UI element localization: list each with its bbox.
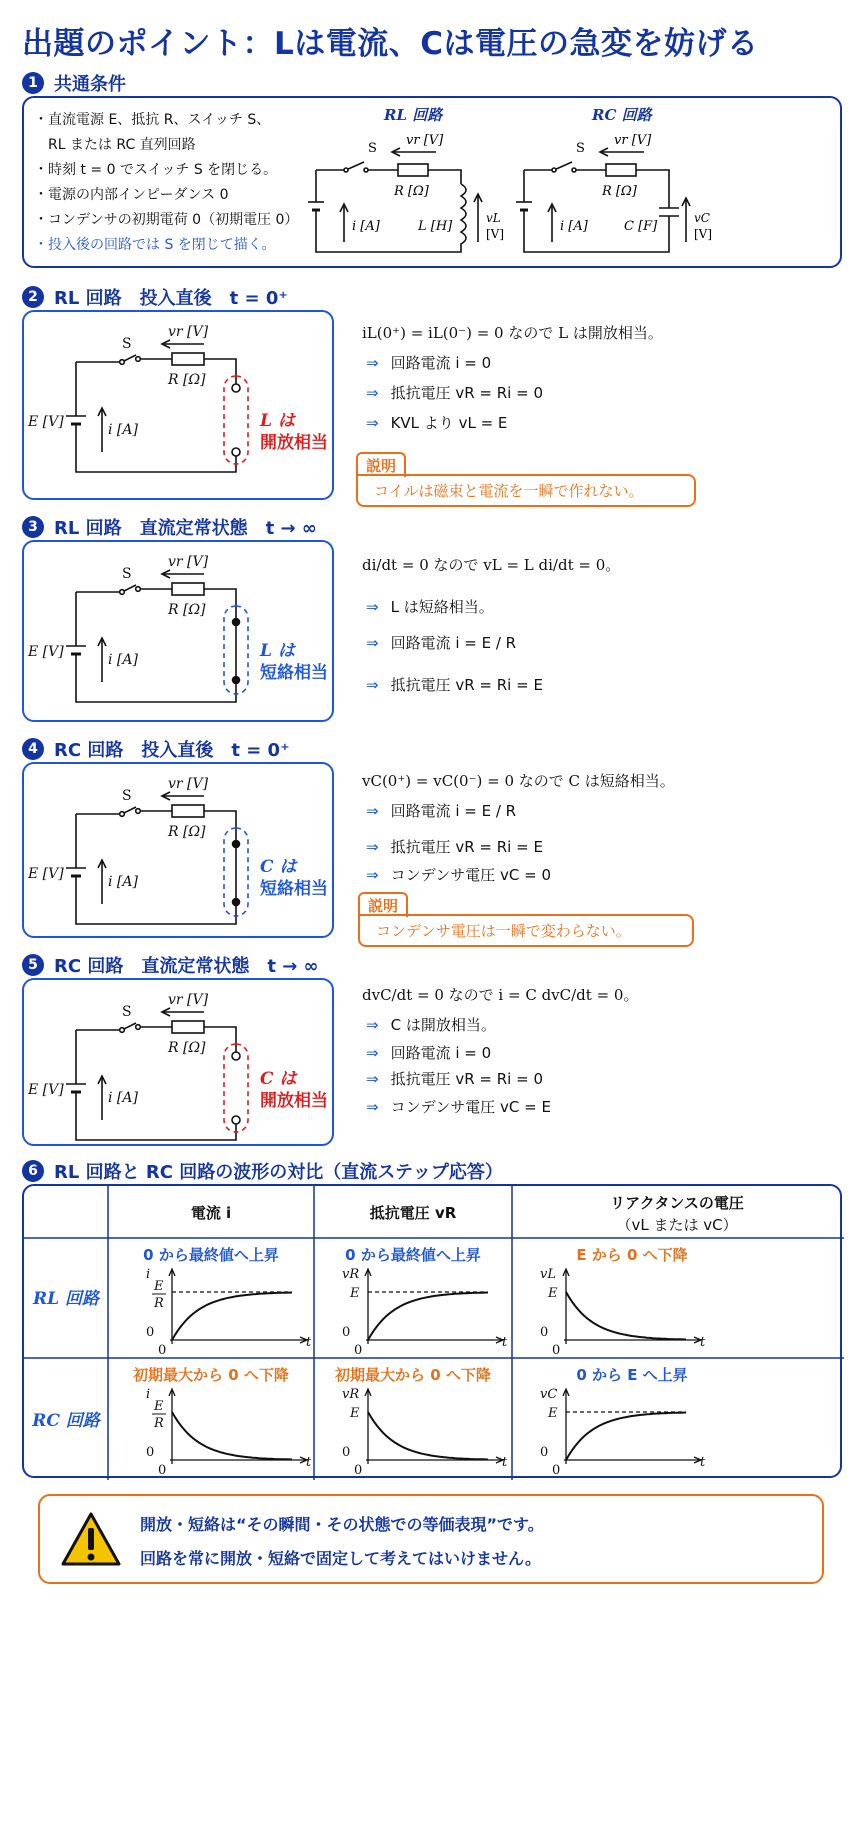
axes xyxy=(169,1389,307,1464)
zero-label: 0 xyxy=(146,1445,155,1460)
r-label: R [Ω] xyxy=(168,824,206,840)
rl-instant-eq-3: ⇒ KVL より vL = E xyxy=(366,414,508,432)
i-label: i [A] xyxy=(560,219,588,234)
x-axis-label: t xyxy=(306,1335,312,1350)
switch-contact xyxy=(136,1025,141,1030)
r-label: R [Ω] xyxy=(168,1040,206,1056)
equivalent-label: L は 短絡相当 xyxy=(260,641,328,683)
axes xyxy=(563,1389,701,1464)
i-label: i [A] xyxy=(352,219,380,234)
switch-contact xyxy=(136,357,141,362)
vr-label: vr [V] xyxy=(168,992,209,1008)
row-header-rc: RC 回路 xyxy=(32,1411,100,1431)
level-label: E xyxy=(154,1279,164,1294)
waveform-rl-vl xyxy=(522,1264,706,1358)
waveform-table xyxy=(22,1184,842,1478)
e-label: E [V] xyxy=(28,414,64,430)
x-axis-label: t xyxy=(700,1455,706,1470)
rl-instant-box xyxy=(22,310,334,500)
origin-label: 0 xyxy=(158,1343,167,1358)
origin-label: 0 xyxy=(354,1343,363,1358)
y-axis-label: vR xyxy=(342,1387,360,1402)
vr-label: vr [V] xyxy=(614,133,652,148)
origin-label: 0 xyxy=(552,1463,561,1478)
e-label: E [V] xyxy=(28,1082,64,1098)
warning-line-2: 回路を常に開放・短絡で固定して考えてはいけません。 xyxy=(140,1549,541,1568)
v-unit-label: [V] xyxy=(694,227,713,241)
section-1-heading: 1 共通条件 xyxy=(22,70,126,96)
short-node xyxy=(233,677,240,684)
circuit-wires xyxy=(66,1008,240,1140)
caption-rl-vr: 0 から最終値へ上昇 xyxy=(345,1246,481,1264)
axes xyxy=(365,1269,503,1344)
switch-label: S xyxy=(122,788,132,804)
rl-instant-eq-2: ⇒ 抵抗電圧 vR = Ri = 0 xyxy=(366,384,543,402)
response-curve xyxy=(172,1293,292,1341)
condition-item: ・直流電源 E、抵抗 R、スイッチ S、 xyxy=(34,112,271,128)
switch-contact xyxy=(136,587,141,592)
vl-label: vL xyxy=(486,211,501,225)
x-axis-label: t xyxy=(700,1335,706,1350)
switch-label: S xyxy=(122,566,132,582)
zero-label: 0 xyxy=(342,1325,351,1340)
open-terminal xyxy=(232,448,240,456)
section-4-heading: 4 RC 回路 投入直後 t = 0⁺ xyxy=(22,736,290,762)
switch-contact xyxy=(120,1028,125,1033)
axes xyxy=(169,1269,307,1344)
section-2-heading: 2 RL 回路 投入直後 t = 0⁺ xyxy=(22,284,288,310)
rl-circuit-diagram xyxy=(306,122,521,262)
section-number: 4 xyxy=(22,738,44,760)
waveform-rc-current xyxy=(128,1384,312,1478)
short-node xyxy=(233,899,240,906)
col-header-current: 電流 i xyxy=(190,1204,232,1222)
resistor xyxy=(172,805,204,817)
caption-rc-i: 初期最大から 0 へ下降 xyxy=(133,1366,289,1384)
wire xyxy=(204,589,236,604)
common-conditions-box xyxy=(22,96,842,268)
axes xyxy=(563,1269,701,1344)
rc-steady-eq-4: ⇒ コンデンサ電圧 vC = E xyxy=(366,1098,551,1116)
rc-instant-eq-2: ⇒ 抵抗電圧 vR = Ri = E xyxy=(366,838,543,856)
c-label: C [F] xyxy=(624,219,658,234)
y-axis-label: vC xyxy=(540,1387,558,1402)
section-number: 2 xyxy=(22,286,44,308)
section-5-heading: 5 RC 回路 直流定常状態 t → ∞ xyxy=(22,952,319,978)
origin-label: 0 xyxy=(552,1343,561,1358)
wire xyxy=(204,359,236,374)
rc-circuit-label: RC 回路 xyxy=(592,106,652,124)
origin-label: 0 xyxy=(158,1463,167,1478)
y-axis-label: vR xyxy=(342,1267,360,1282)
response-curve xyxy=(368,1293,488,1341)
wire xyxy=(76,1098,236,1140)
origin-label: 0 xyxy=(354,1463,363,1478)
switch-contact xyxy=(120,812,125,817)
x-axis-label: t xyxy=(502,1455,508,1470)
caption-rl-vx: E から 0 へ下降 xyxy=(576,1246,688,1264)
level-label: E xyxy=(350,1286,360,1301)
r-label: R [Ω] xyxy=(602,184,637,199)
e-label: E [V] xyxy=(28,644,64,660)
warning-icon xyxy=(60,1510,122,1568)
switch-label: S xyxy=(576,141,585,156)
switch-label: S xyxy=(122,336,132,352)
wire xyxy=(76,660,236,702)
section-number: 1 xyxy=(22,72,44,94)
rl-instant-circuit xyxy=(24,312,334,500)
rl-instant-eq-0: iL(0⁺) = iL(0⁻) = 0 なので L は開放相当。 xyxy=(362,324,663,342)
conditions-list xyxy=(34,108,298,258)
resistor xyxy=(172,1021,204,1033)
vc-label: vC xyxy=(694,211,710,225)
switch-contact xyxy=(120,590,125,595)
note-box: コイルは磁束と電流を一瞬で作れない。 xyxy=(356,474,696,507)
wire xyxy=(76,882,236,924)
rc-steady-eq-0: dvC/dt = 0 なので i = C dvC/dt = 0。 xyxy=(362,986,639,1004)
x-axis-label: t xyxy=(502,1335,508,1350)
r-label: R [Ω] xyxy=(168,372,206,388)
waveform-rc-vc xyxy=(522,1384,706,1478)
resistor xyxy=(172,583,204,595)
rc-instant-eq-0: vC(0⁺) = vC(0⁻) = 0 なので C は短絡相当。 xyxy=(362,772,675,790)
warning-box xyxy=(38,1494,824,1584)
x-axis-label: t xyxy=(306,1455,312,1470)
rc-instant-eq-1: ⇒ 回路電流 i = E / R xyxy=(366,802,517,820)
rl-steady-circuit xyxy=(24,542,334,722)
circuit-wires xyxy=(66,792,240,924)
zero-label: 0 xyxy=(146,1325,155,1340)
note-tag: 説明 xyxy=(356,452,406,477)
rc-steady-circuit xyxy=(24,980,334,1146)
i-label: i [A] xyxy=(108,874,138,890)
y-axis-label: i xyxy=(146,1387,151,1402)
rl-instant-eq-1: ⇒ 回路電流 i = 0 xyxy=(366,354,492,372)
col-header-vx: リアクタンスの電圧 xyxy=(610,1194,744,1212)
col-header-vr: 抵抗電圧 vR xyxy=(369,1204,457,1222)
open-terminal xyxy=(232,1116,240,1124)
rc-instant-eq-3: ⇒ コンデンサ電圧 vC = 0 xyxy=(366,866,552,884)
level-label: E xyxy=(154,1399,164,1414)
rl-steady-eq-1: ⇒ L は短絡相当。 xyxy=(366,598,494,616)
level-label: E xyxy=(350,1406,360,1421)
caption-rl-i: 0 から最終値へ上昇 xyxy=(143,1246,279,1264)
rl-steady-box xyxy=(22,540,334,722)
y-axis-label: i xyxy=(146,1267,151,1282)
condition-item: ・時刻 t = 0 でスイッチ S を閉じる。 xyxy=(34,162,278,178)
section-number: 3 xyxy=(22,516,44,538)
section-6-heading: 6 RL 回路と RC 回路の波形の対比（直流ステップ応答） xyxy=(22,1158,503,1184)
vr-label: vr [V] xyxy=(406,133,444,148)
wire xyxy=(204,1027,236,1042)
zero-label: 0 xyxy=(540,1325,549,1340)
open-terminal xyxy=(232,1052,240,1060)
response-curve xyxy=(172,1412,292,1460)
switch-label: S xyxy=(368,141,377,156)
rc-instant-box xyxy=(22,762,334,938)
waveform-rl-current xyxy=(128,1264,312,1358)
caption-rc-vx: 0 から E へ上昇 xyxy=(576,1366,688,1384)
open-terminal xyxy=(232,384,240,392)
zero-label: 0 xyxy=(540,1445,549,1460)
rc-circuit-diagram xyxy=(514,122,729,262)
level-label: R xyxy=(154,1296,164,1311)
l-label: L [H] xyxy=(418,219,453,234)
axes xyxy=(365,1389,503,1464)
r-label: R [Ω] xyxy=(394,184,429,199)
condition-item: ・電源の内部インピーダンス 0 xyxy=(34,187,229,203)
response-curve xyxy=(566,1292,686,1340)
level-label: R xyxy=(154,1416,164,1431)
condition-item: ・投入後の回路では S を閉じて描く。 xyxy=(34,237,276,253)
rl-circuit-label: RL 回路 xyxy=(384,106,443,124)
note-tag: 説明 xyxy=(358,892,408,917)
rc-steady-box xyxy=(22,978,334,1146)
waveform-rc-vr xyxy=(324,1384,508,1478)
circuit-wires xyxy=(66,340,240,472)
warning-line-1: 開放・短絡は“その瞬間・その状態での等価表現”です。 xyxy=(140,1515,544,1534)
response-curve xyxy=(368,1412,488,1460)
level-label: E xyxy=(548,1406,558,1421)
section-number: 6 xyxy=(22,1160,44,1182)
e-label: E [V] xyxy=(28,866,64,882)
equivalent-label: L は 開放相当 xyxy=(260,411,328,453)
rc-steady-eq-2: ⇒ 回路電流 i = 0 xyxy=(366,1044,492,1062)
switch-contact xyxy=(120,360,125,365)
wire xyxy=(76,430,236,472)
caption-rc-vr: 初期最大から 0 へ下降 xyxy=(335,1366,491,1384)
switch-label: S xyxy=(122,1004,132,1020)
vr-label: vr [V] xyxy=(168,324,209,340)
rl-steady-eq-2: ⇒ 回路電流 i = E / R xyxy=(366,634,517,652)
resistor xyxy=(172,353,204,365)
rl-steady-eq-0: di/dt = 0 なので vL = L di/dt = 0。 xyxy=(362,556,621,574)
r-label: R [Ω] xyxy=(168,602,206,618)
circuit-wires xyxy=(66,570,240,702)
y-axis-label: vL xyxy=(540,1267,556,1282)
note-box: コンデンサ電圧は一瞬で変わらない。 xyxy=(358,914,694,947)
condition-item: ・コンデンサの初期電荷 0（初期電圧 0） xyxy=(34,212,299,228)
rc-steady-eq-1: ⇒ C は開放相当。 xyxy=(366,1016,496,1034)
vr-label: vr [V] xyxy=(168,554,209,570)
short-node xyxy=(233,841,240,848)
page-title: 出題のポイント：Lは電流、Cは電圧の急変を妨げる xyxy=(22,26,759,62)
zero-label: 0 xyxy=(342,1445,351,1460)
v-unit-label: [V] xyxy=(486,227,505,241)
section-number: 5 xyxy=(22,954,44,976)
section-3-heading: 3 RL 回路 直流定常状態 t → ∞ xyxy=(22,514,317,540)
i-label: i [A] xyxy=(108,652,138,668)
rl-steady-eq-3: ⇒ 抵抗電圧 vR = Ri = E xyxy=(366,676,543,694)
i-label: i [A] xyxy=(108,422,138,438)
short-node xyxy=(233,619,240,626)
level-label: E xyxy=(548,1286,558,1301)
response-curve xyxy=(566,1413,686,1461)
rc-instant-circuit xyxy=(24,764,334,938)
waveform-rl-vr xyxy=(324,1264,508,1358)
equivalent-label: C は 開放相当 xyxy=(260,1069,328,1111)
switch-contact xyxy=(136,809,141,814)
i-label: i [A] xyxy=(108,1090,138,1106)
row-header-rl: RL 回路 xyxy=(33,1289,99,1309)
col-header-vx-sub: （vL または vC） xyxy=(616,1216,738,1234)
vr-label: vr [V] xyxy=(168,776,209,792)
rc-steady-eq-3: ⇒ 抵抗電圧 vR = Ri = 0 xyxy=(366,1070,543,1088)
equivalent-label: C は 短絡相当 xyxy=(260,857,328,899)
wire xyxy=(204,811,236,826)
condition-item: RL または RC 直列回路 xyxy=(34,137,196,153)
